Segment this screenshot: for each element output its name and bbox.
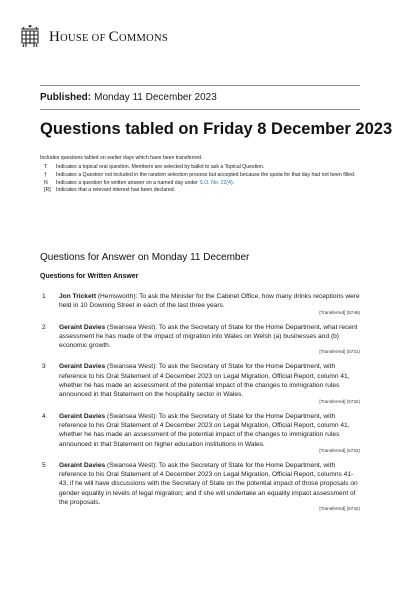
legend-text: Indicates a question for written answer on a named day under S.O. No. 22(4). [56, 179, 235, 186]
legend-item [40, 187, 360, 195]
question-item [40, 461, 360, 512]
question-text: To ask the Secretary of State for the Home Department, with reference to his Oral Statement of 4 December 2023 on Legal Migration, Official Report, columns 41-43, if he will have discussions with the Secretary of State on the potential impact of those proposals on gender equality in levels of legal migration; and if she will undertake an equality impact assessment of the proposals. [59, 461, 358, 507]
question-number: 3 [42, 363, 46, 371]
question-ref: [Transferred] (5742) [319, 506, 360, 512]
member-name: Geraint Davies [59, 363, 106, 371]
question-ref: [Transferred] (5731) [319, 349, 360, 355]
question-list [40, 292, 360, 512]
legend-text: Indicates a Question not included in the random selection process but accepted because the quota for that day had not been filled. [56, 171, 356, 178]
symbol-legend [40, 164, 360, 195]
house-of-commons-header [20, 24, 168, 50]
published-bar [40, 85, 360, 110]
legend-symbol: [R] [44, 187, 51, 194]
question-item [40, 292, 360, 316]
question-number: 1 [42, 293, 46, 300]
constituency: (Swansea West): [105, 412, 159, 420]
question-text: To ask the Secretary of State for the Home Department, what recent assessment he has made of the impact of migration into Wales on Welsh (a) businesses and (b) economic growth. [59, 323, 358, 350]
member-name: Geraint Davies [59, 461, 106, 469]
portcullis-logo-icon [20, 25, 40, 49]
question-text: To ask the Minister for the Cabinet Office, how many drinks receptions were held in 10 Downing Street in each of the last three years. [59, 293, 360, 310]
question-number: 2 [42, 323, 46, 331]
legend-symbol: N [44, 179, 48, 186]
published-date: Monday 11 December 2023 [94, 92, 217, 103]
legend-item [40, 172, 360, 180]
subsection-heading: Questions for Written Answer [40, 273, 139, 280]
member-name: Geraint Davies [59, 412, 106, 420]
question-ref: [Transferred] (5733) [319, 447, 360, 453]
member-name: Geraint Davies [59, 323, 106, 331]
question-item [40, 323, 360, 356]
legend-text: Indicates a topical oral question. Members are selected by ballot to ask a Topical Question. [56, 164, 265, 170]
question-item [40, 412, 360, 454]
member-name: Jon Trickett [59, 293, 97, 300]
question-number: 4 [42, 412, 46, 420]
question-text: To ask the Secretary of State for the Home Department, with reference to his Oral Statement of 4 December 2023 on Legal Migration, Official Report, column 41, whether he has made an assessment of the potential impact of the changes to immigration rules announced in that Statement on higher education institutions in Wales. [59, 412, 350, 448]
constituency: (Hemsworth): [96, 293, 140, 300]
section-heading: Questions for Answer on Monday 11 December [40, 252, 250, 263]
legend-text: Indicates that a relevant interest has been declared. [56, 187, 176, 194]
question-number: 5 [42, 461, 46, 469]
legend-symbol: † [44, 171, 47, 178]
constituency: (Swansea West): [105, 363, 159, 371]
standing-order-link[interactable]: S.O. No. 22(4) [199, 179, 233, 186]
question-text: To ask the Secretary of State for the Home Department, with reference to his Oral Statement of 4 December 2023 on Legal Migration, Official Report, column 41, whether he has made an assessment of the potential impact of the changes to immigration rules announced in that Statement on the hospitality sector in Wales. [59, 363, 350, 399]
constituency: (Swansea West): [105, 323, 159, 331]
legend-item [40, 164, 360, 172]
published-label: Published: [40, 92, 92, 103]
question-ref: [Transferred] (5748) [319, 309, 360, 315]
question-ref: [Transferred] (5732) [319, 398, 360, 404]
constituency: (Swansea West): [105, 461, 159, 469]
legend-symbol: T [44, 164, 48, 170]
house-name: HOUSE OF COMMONS [49, 28, 169, 45]
legend-item [40, 180, 360, 188]
page-title: Questions tabled on Friday 8 December 2023 [40, 120, 393, 138]
intro-text: Includes questions tabled on earlier days which have been transferred. [40, 155, 203, 161]
question-item [40, 362, 360, 404]
